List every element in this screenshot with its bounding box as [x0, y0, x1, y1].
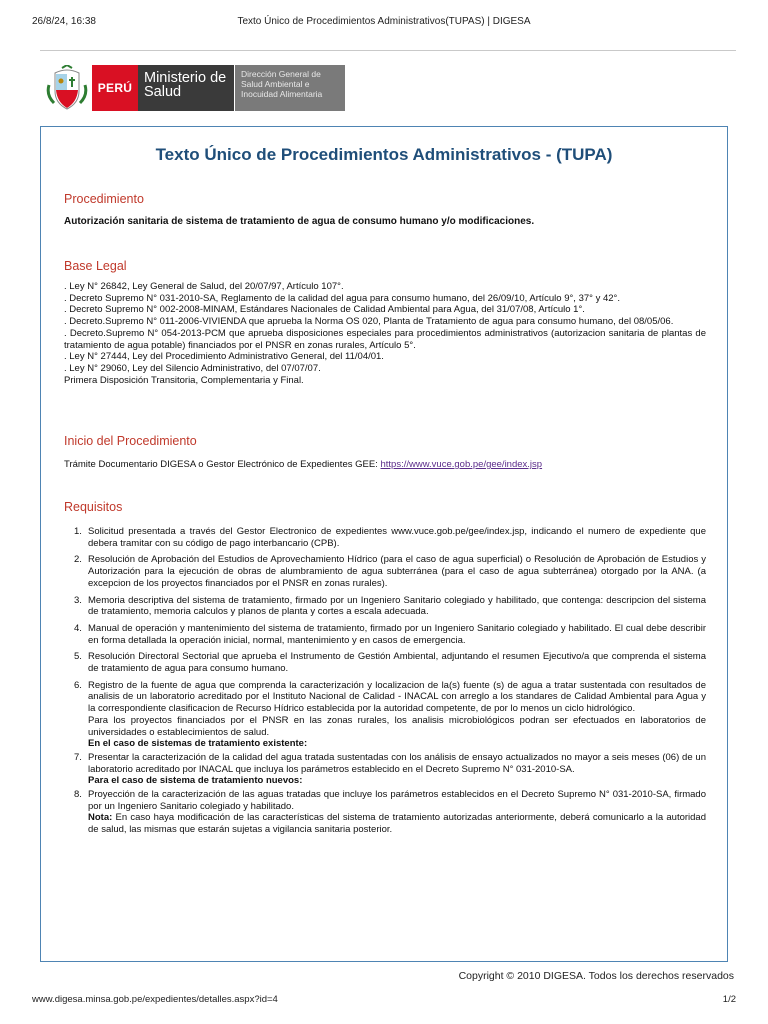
requirement-extra: Para los proyectos financiados por el PNSR en las zonas rurales, los analisis microbiológicos podran ser efectuados en laboratorios de universidades o establecimientos de salud.: [88, 714, 706, 738]
requirement-item: [64, 789, 706, 836]
print-page-title: Texto Único de Procedimientos Administrativos(TUPAS) | DIGESA: [237, 16, 531, 27]
requirement-item: [64, 752, 706, 787]
agency-label: Dirección General de Salud Ambiental e Inocuidad Alimentaria: [235, 65, 345, 111]
requirement-text: Memoria descriptiva del sistema de tratamiento, firmado por un Ingeniero Sanitario colegiado y habilitado, que contenga: descripcion del sistema de tratamiento, memoria calculos y planos de planta y cortes a escala adecuada.: [88, 594, 706, 618]
requirement-subheading: Para el caso de sistema de tratamiento nuevos:: [88, 775, 303, 787]
legal-item: . Ley N° 27444, Ley del Procedimiento Administrativo General, del 11/04/01.: [64, 351, 384, 363]
section-heading-base-legal: Base Legal: [64, 259, 127, 273]
note-text: En caso haya modificación de las características del sistema de tratamiento autorizadas anteriormente, deberá comunicarlo a la autoridad de salud, las mismas que estarán sujetas a vigilancia sanitaria posterior.: [88, 812, 706, 836]
legal-item: . Decreto Supremo N° 002-2008-MINAM, Estándares Nacionales de Calidad Ambiental para Agua, del 31/07/08, Artículo 1°.: [64, 304, 585, 316]
header-divider: [40, 50, 736, 51]
print-footer: [32, 994, 736, 1005]
requirement-number: 7.: [74, 751, 82, 763]
minsa-logo[interactable]: [46, 65, 345, 111]
section-heading-procedimiento: Procedimiento: [64, 192, 144, 206]
legal-item: . Decreto.Supremo N° 011-2006-VIVIENDA que aprueba la Norma OS 020, Planta de Tratamiento de agua para consumo humano, del 08/05/06.: [64, 316, 674, 328]
legal-item: . Decreto.Supremo N° 054-2013-PCM que aprueba disposiciones especiales para procedimientos administrativos (autorizacion sanitaria de plantas de tratamiento de agua potable) financiados por el PNSR en zonas rurales, Artículo 5°.: [64, 327, 706, 351]
legal-item: Primera Disposición Transitoria, Complementaria y Final.: [64, 374, 304, 386]
requirement-note: [88, 812, 706, 835]
requirement-number: 6.: [74, 679, 82, 691]
requirement-number: 1.: [74, 526, 82, 537]
ministry-label: Ministerio de Salud: [138, 65, 234, 111]
peru-label: PERÚ: [92, 65, 138, 111]
copyright-notice: Copyright © 2010 DIGESA. Todos los derechos reservados: [458, 970, 734, 982]
print-datetime: 26/8/24, 16:38: [32, 16, 96, 27]
print-url: www.digesa.minsa.gob.pe/expedientes/detalles.aspx?id=4: [32, 994, 278, 1005]
requirement-text: Solicitud presentada a través del Gestor Electronico de expedientes www.vuce.gob.pe/gee/index.jsp, indicando el numero de expediente que debera tramitar con su código de pago interbancario (CPB).: [88, 526, 706, 549]
requirement-text: Resolución de Aprobación del Estudios de Aprovechamiento Hídrico (para el caso de agua superficial) o Resolución de Aprobación de Estudios y Autorización para la ejecución de obras de alumbramiento de agua subterránea (para el caso de agua subterránea) otorgado por la ANA. (a excepcion de los proyectos financiados por el PNSR en zonas rurales).: [88, 554, 706, 589]
note-label: Nota:: [88, 812, 113, 824]
requirement-number: 2.: [74, 554, 82, 566]
requirement-number: 5.: [74, 651, 82, 663]
peru-coat-of-arms-icon: [46, 65, 88, 111]
page-title: Texto Único de Procedimientos Administrativos - (TUPA): [155, 145, 613, 164]
gee-link[interactable]: https://www.vuce.gob.pe/gee/index.jsp: [380, 459, 543, 470]
requirements-list: [64, 526, 706, 841]
legal-basis-list: [64, 281, 706, 386]
requirement-number: 4.: [74, 622, 82, 634]
legal-item: . Ley N° 26842, Ley General de Salud, del 20/07/97, Artículo 107°.: [64, 281, 344, 292]
section-heading-inicio: Inicio del Procedimiento: [64, 434, 197, 448]
page-number: 1/2: [722, 994, 736, 1005]
requirement-text: Proyección de la caracterización de las aguas tratadas que incluye los parámetros establecidos en el Decreto Supremo N° 031-2010-SA, firmado por un Ingeniero Sanitario colegiado y habilitado.: [88, 789, 706, 812]
requirement-item: [64, 554, 706, 589]
inicio-text: [64, 459, 706, 471]
requirement-item: [64, 526, 706, 549]
procedure-description: Autorización sanitaria de sistema de tratamiento de agua de consumo humano y/o modificaciones.: [64, 216, 535, 227]
requirement-item: [64, 680, 706, 750]
requirement-text: Presentar la caracterización de la calidad del agua tratada sustentadas con los análisis de ensayo actualizados no mayor a seis meses (06) de un laboratorio acreditado por INACAL que incluya los parámetros establecido en el Decreto Supremo N° 031-2010-SA.: [88, 751, 706, 775]
requirement-item: [64, 623, 706, 646]
requirement-number: 3.: [74, 594, 82, 606]
legal-item: . Ley N° 29060, Ley del Silencio Administrativo, del 07/07/07.: [64, 362, 321, 374]
section-heading-requisitos: Requisitos: [64, 500, 123, 514]
requirement-item: [64, 651, 706, 674]
requirement-text: Resolución Directoral Sectorial que aprueba el Instrumento de Gestión Ambiental, adjuntando el resumen Ejecutivo/a que comprenda el sistema de tratamiento de agua para consumo humano.: [88, 651, 706, 675]
requirement-text: Manual de operación y mantenimiento del sistema de tratamiento, firmado por un Ingeniero Sanitario colegiado y habilitado. El cual debe describir en forma detallada la operación inicial, normal, mantenimiento y en casos de emergencia.: [88, 622, 706, 646]
requirement-subheading: En el caso de sistemas de tratamiento existente:: [88, 738, 308, 750]
legal-item: . Decreto Supremo N° 031-2010-SA, Reglamento de la calidad del agua para consumo humano, del 26/09/10, Artículo 9°, 37° y 42°.: [64, 292, 620, 304]
requirement-item: [64, 595, 706, 618]
requirement-number: 8.: [74, 789, 82, 801]
inicio-description: Trámite Documentario DIGESA o Gestor Electrónico de Expedientes GEE:: [64, 459, 381, 470]
requirement-text: Registro de la fuente de agua que comprenda la caracterización y localizacion de la(s) fuente (s) de agua a tratar sustentada con resultados de analisis de un laboratorio acreditado por el Instituto Nacional de Calidad - INACAL con arreglo a los standares de Calidad Ambiental para Agua y la correspondiente clasificacion de Recurso Hídrico establecida por la autoridad competente, de por lo menos un ciclo hidrológico.: [88, 679, 706, 715]
